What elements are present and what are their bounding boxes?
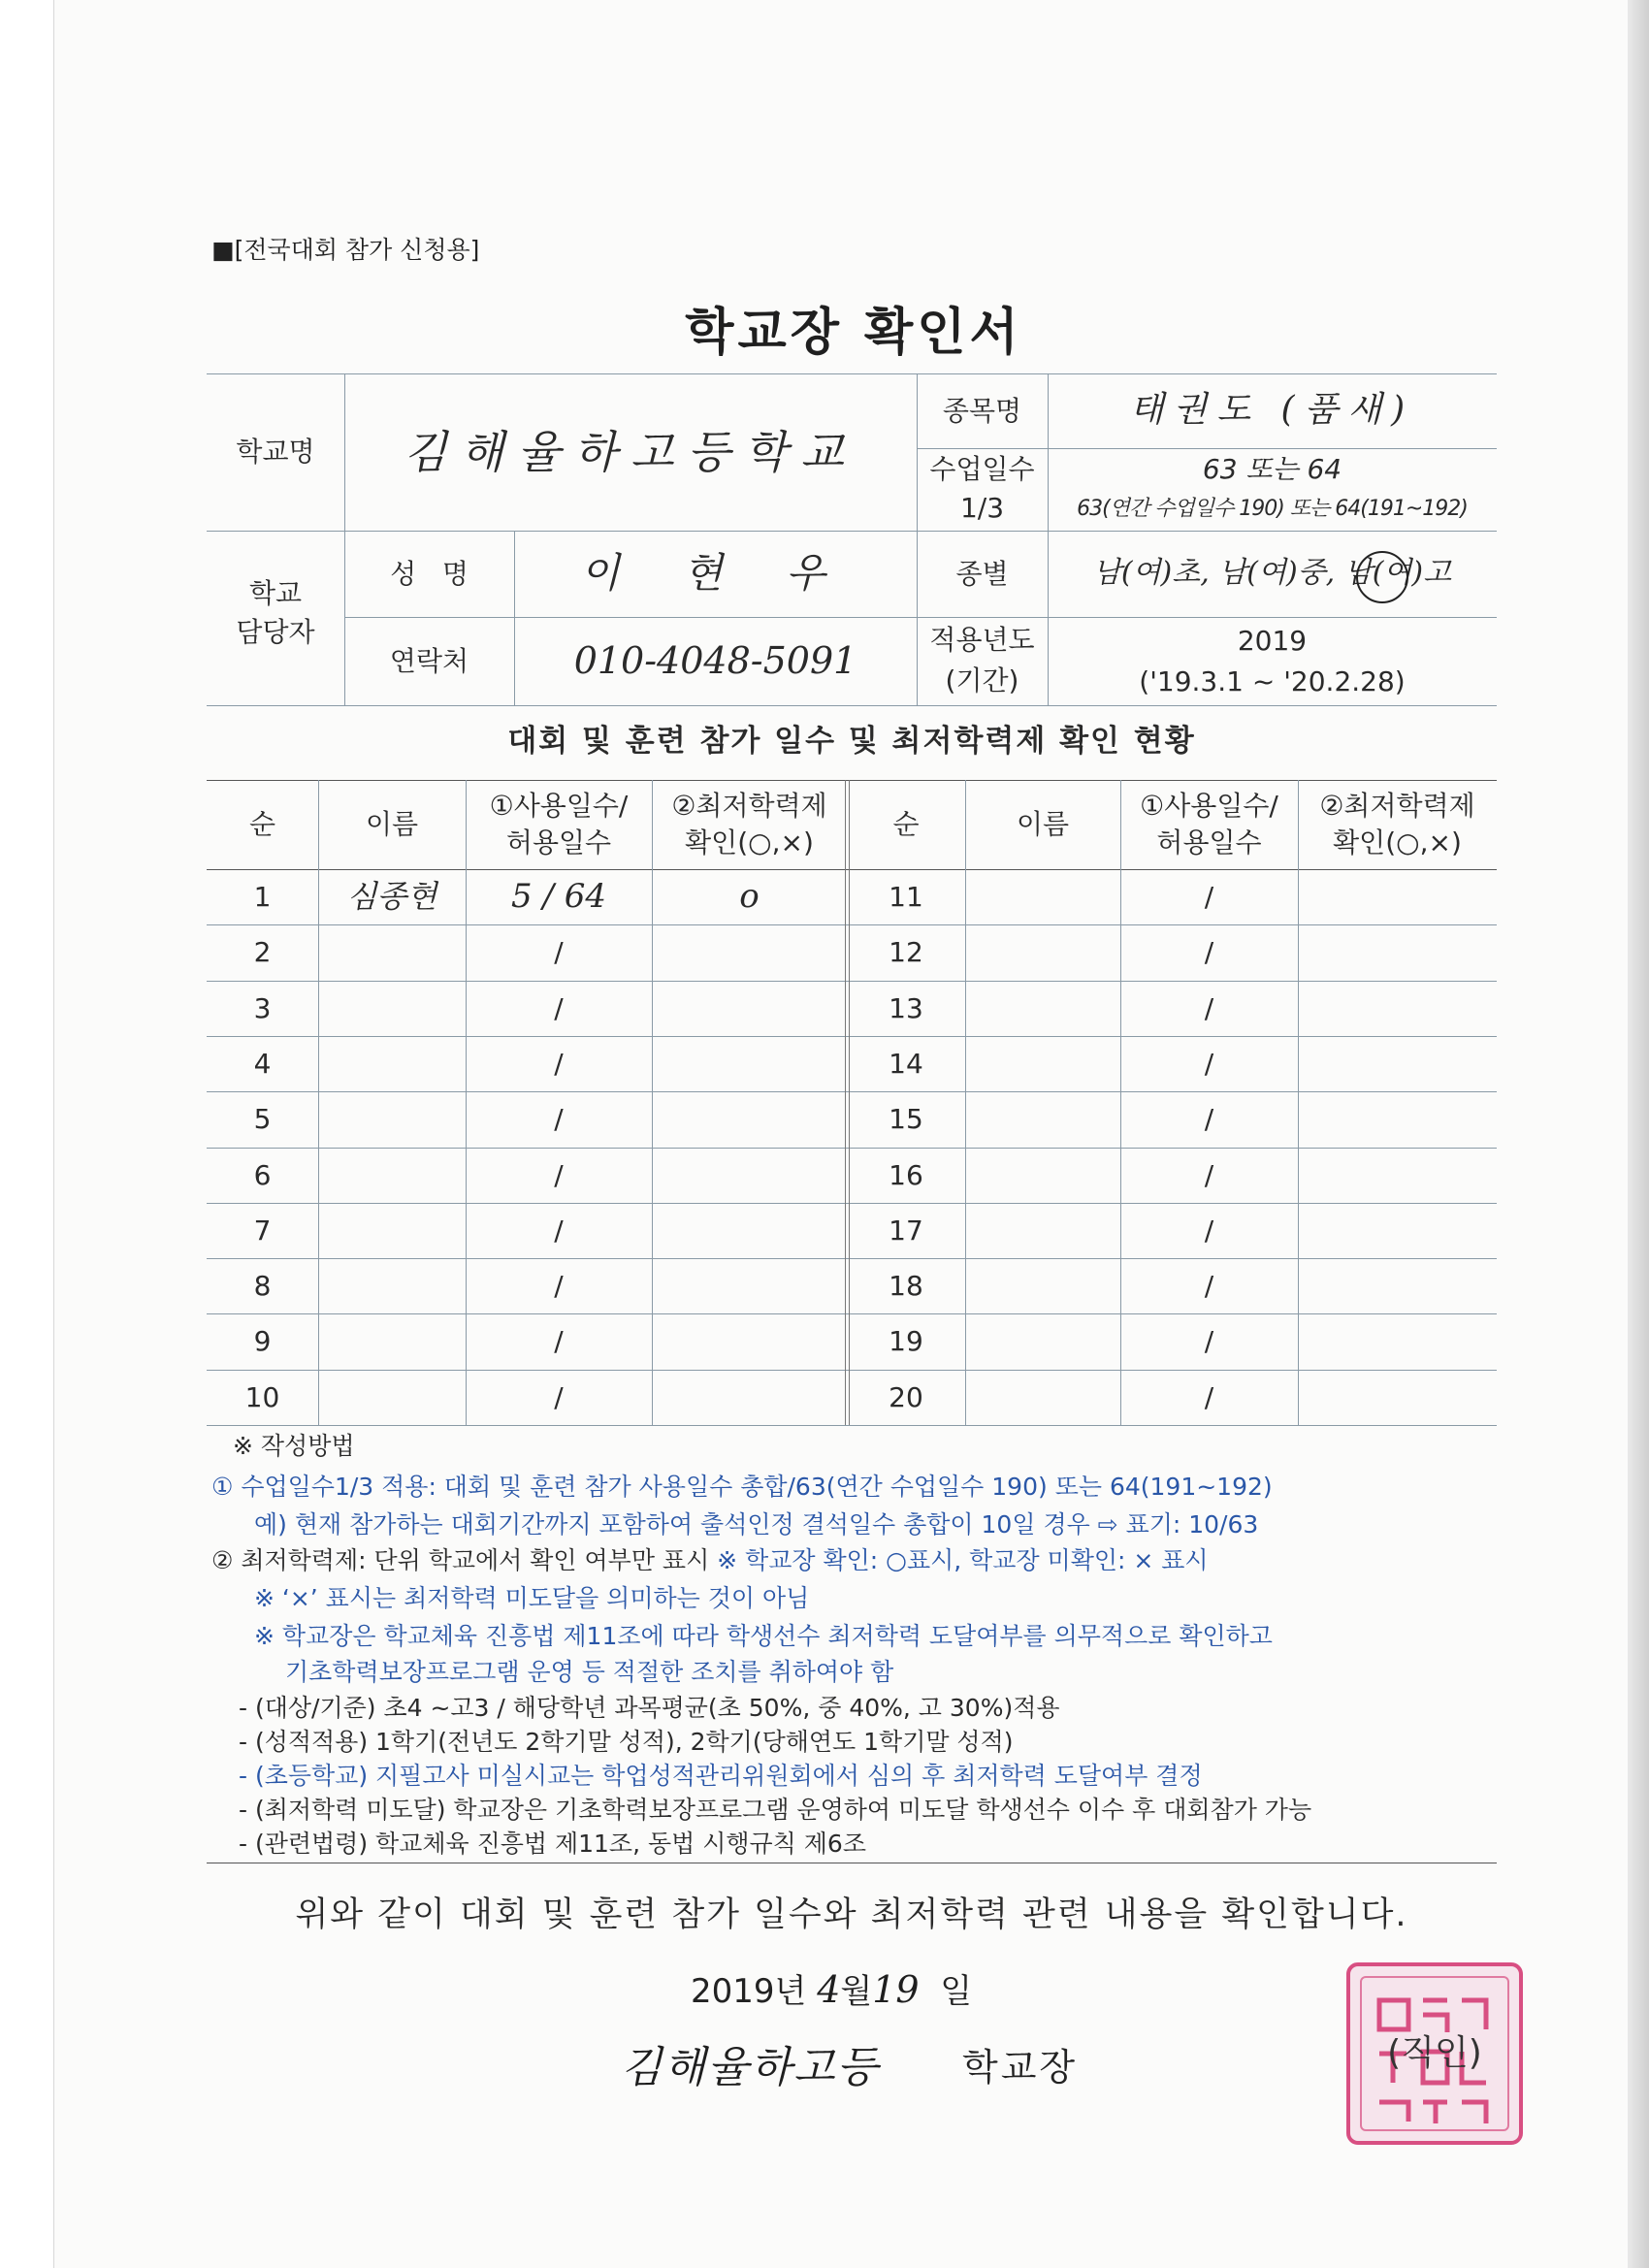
row-number: 9 [253,1324,272,1357]
row-check [1298,1258,1497,1313]
date-day: 19 [872,1968,920,2011]
row-name [965,869,1120,924]
row-number: 4 [253,1047,272,1080]
row-name [965,1313,1120,1369]
table-caption: 대회 및 훈련 참가 일수 및 최저학력제 확인 현황 [507,724,1196,760]
row-check [652,1313,847,1369]
row-days: / [1204,935,1214,968]
row-check [652,1203,847,1258]
row-check [652,1258,847,1313]
row-days: / [1204,1102,1214,1135]
row-check [652,981,847,1036]
row-check [652,1370,847,1425]
detail-1: - (대상/기준) 초4 ~고3 / 해당학년 과목평균(초 50%, 중 40%, 고 30%)적용 [239,1694,1060,1722]
row-days: / [1204,1158,1214,1191]
name-label: 성 명 [390,557,469,590]
row-days: / [1204,1214,1214,1247]
detail-4: - (최저학력 미도달) 학교장은 기초학력보장프로그램 운영하여 미도달 학생선수 이수 후 대회참가 가능 [239,1796,1312,1824]
row-number: 7 [253,1214,272,1247]
row-check [1298,1148,1497,1203]
row-name [318,924,466,980]
row-number: 12 [889,935,923,968]
row-number: 2 [253,935,272,968]
sport-value: 태권도 (품새) [1129,390,1415,431]
col-header-name-right: 이름 [1016,808,1070,841]
row-days: / [554,1269,564,1302]
row-days: / [1204,1269,1214,1302]
row-number: 11 [889,880,923,913]
row-name: 심종현 [346,877,437,915]
row-days: / [554,1380,564,1413]
class-days-label: 수업일수 [929,453,1035,486]
date-month-unit: 월 [840,1972,873,2011]
row-number: 14 [889,1047,923,1080]
row-days: / [1204,1047,1214,1080]
note-1b: 예) 현재 참가하는 대회기간까지 포함하여 출석인정 결석일수 총합이 10일 경우 ⇨ 표기: 10/63 [254,1510,1259,1539]
date-day-unit: 일 [940,1972,973,2011]
year-label: 적용년도 [929,624,1035,657]
col-header-days-left: ①사용일수/ 허용일수 [489,790,629,859]
row-name [318,1313,466,1369]
notes-heading: ※ 작성방법 [233,1432,355,1460]
col-header-no-right: 순 [892,808,920,841]
row-number: 20 [889,1380,923,1413]
row-days: / [1204,1324,1214,1357]
sport-label: 종목명 [942,394,1022,427]
row-check [1298,924,1497,980]
row-number: 6 [253,1158,272,1191]
contact-value: 010-4048-5091 [573,638,857,682]
row-name [318,1036,466,1091]
row-number: 17 [889,1214,923,1247]
class-days-note: 63(연간 수업일수 190) 또는 64(191~192) [1077,497,1468,522]
selected-category-circle [1356,551,1408,603]
row-days: / [554,1158,564,1191]
note-2a-black: ② 최저학력제: 단위 학교에서 확인 여부만 표시 [211,1546,710,1574]
note-2c: ※ 학교장은 학교체육 진흥법 제11조에 따라 학생선수 최저학력 도달여부를 의무적으로 확인하고 [254,1622,1273,1650]
category-field-label: 종별 [955,557,1009,590]
row-name [318,1258,466,1313]
row-check [652,1148,847,1203]
row-check [652,1036,847,1091]
row-number: 13 [889,991,923,1024]
row-days: / [1204,991,1214,1024]
row-check [652,1091,847,1147]
row-number: 16 [889,1158,923,1191]
category-value: 남(여)초, 남(여)중, 남(여)고 [1092,556,1452,591]
signed-school-name: 김해율하고등 [621,2043,881,2092]
row-name [965,1203,1120,1258]
school-name-value: 김해율하고등학교 [404,425,857,478]
row-days: / [554,991,564,1024]
row-check: o [739,876,760,916]
date-year: 2019년 [691,1972,807,2011]
row-days: 5 / 64 [511,876,606,916]
date-month: 4 [817,1968,841,2011]
class-days-fraction: 1/3 [959,492,1005,525]
year-value: 2019 [1237,625,1308,658]
category-label: ■[전국대회 참가 신청용] [211,236,480,264]
row-check [1298,1203,1497,1258]
document-title: 학교장 확인서 [685,304,1022,362]
row-name [965,1036,1120,1091]
row-number: 10 [244,1380,280,1413]
row-number: 15 [889,1102,923,1135]
detail-3: - (초등학교) 지필고사 미실시교는 학업성적관리위원회에서 심의 후 최저학력 도달여부 결정 [239,1762,1203,1790]
row-name [965,924,1120,980]
col-header-name-left: 이름 [365,808,419,841]
contact-label: 연락처 [389,644,469,677]
row-name [965,1148,1120,1203]
row-number: 3 [253,991,272,1024]
row-check [1298,1091,1497,1147]
row-days: / [554,1214,564,1247]
row-check [652,924,847,980]
row-check [1298,1036,1497,1091]
note-2d: 기초학력보장프로그램 운영 등 적절한 조치를 취하여야 함 [285,1658,894,1686]
year-sub-label: (기간) [945,664,1019,697]
year-label-cell [917,617,1048,705]
note-1a: ① 수업일수1/3 적용: 대회 및 훈련 참가 사용일수 총합/63(연간 수업일수 190) 또는 64(191~192) [211,1473,1273,1501]
class-days-value: 63 또는 64 [1202,453,1342,486]
row-name [965,1370,1120,1425]
note-2b: ※ ‘×’ 표시는 최저학력 미도달을 의미하는 것이 아님 [254,1584,810,1612]
school-name-label: 학교명 [236,436,315,469]
row-days: / [1204,1380,1214,1413]
row-number: 18 [889,1269,923,1302]
staff-label-2: 담당자 [236,616,315,649]
principal-label: 학교장 [962,2046,1079,2089]
col-header-no-left: 순 [248,808,276,841]
note-2a [211,1541,1209,1576]
row-days: / [554,1047,564,1080]
confirmation-text: 위와 같이 대회 및 훈련 참가 일수와 최저학력 관련 내용을 확인합니다. [295,1895,1408,1935]
seal-label: (직인) [1387,2032,1482,2073]
row-name [318,1370,466,1425]
year-period: ('19.3.1 ~ '20.2.28) [1139,665,1406,698]
row-name [318,1148,466,1203]
row-number: 8 [253,1269,272,1302]
row-name [965,1091,1120,1147]
note-2a-blue: ※ 학교장 확인: ○표시, 학교장 미확인: × 표시 [717,1546,1209,1574]
row-days: / [554,935,564,968]
official-seal-stamp [1346,1962,1523,2145]
staff-label-1: 학교 [248,577,303,610]
col-header-check-right: ②최저학력제 확인(○,×) [1319,790,1475,859]
row-number: 1 [253,880,272,913]
row-days: / [554,1102,564,1135]
row-name [965,981,1120,1036]
row-check [1298,869,1497,924]
row-name [965,1258,1120,1313]
signature-date [691,1964,972,2012]
class-days-label-cell [917,448,1048,531]
row-name [318,1091,466,1147]
row-number: 5 [253,1102,272,1135]
col-header-days-right: ①사용일수/ 허용일수 [1140,790,1278,859]
row-name [318,981,466,1036]
school-staff-label-cell [207,531,344,705]
row-check [1298,981,1497,1036]
row-number: 19 [889,1324,923,1357]
detail-5: - (관련법령) 학교체육 진흥법 제11조, 동법 시행규칙 제6조 [239,1830,866,1858]
row-check [1298,1370,1497,1425]
row-days: / [554,1324,564,1357]
row-days: / [1204,880,1214,913]
name-value: 이 현 우 [580,549,851,598]
row-name [318,1203,466,1258]
row-check [1298,1313,1497,1369]
col-header-check-left: ②최저학력제 확인(○,×) [671,790,827,859]
detail-2: - (성적적용) 1학기(전년도 2학기말 성적), 2학기(당해연도 1학기말 성적) [239,1728,1014,1756]
